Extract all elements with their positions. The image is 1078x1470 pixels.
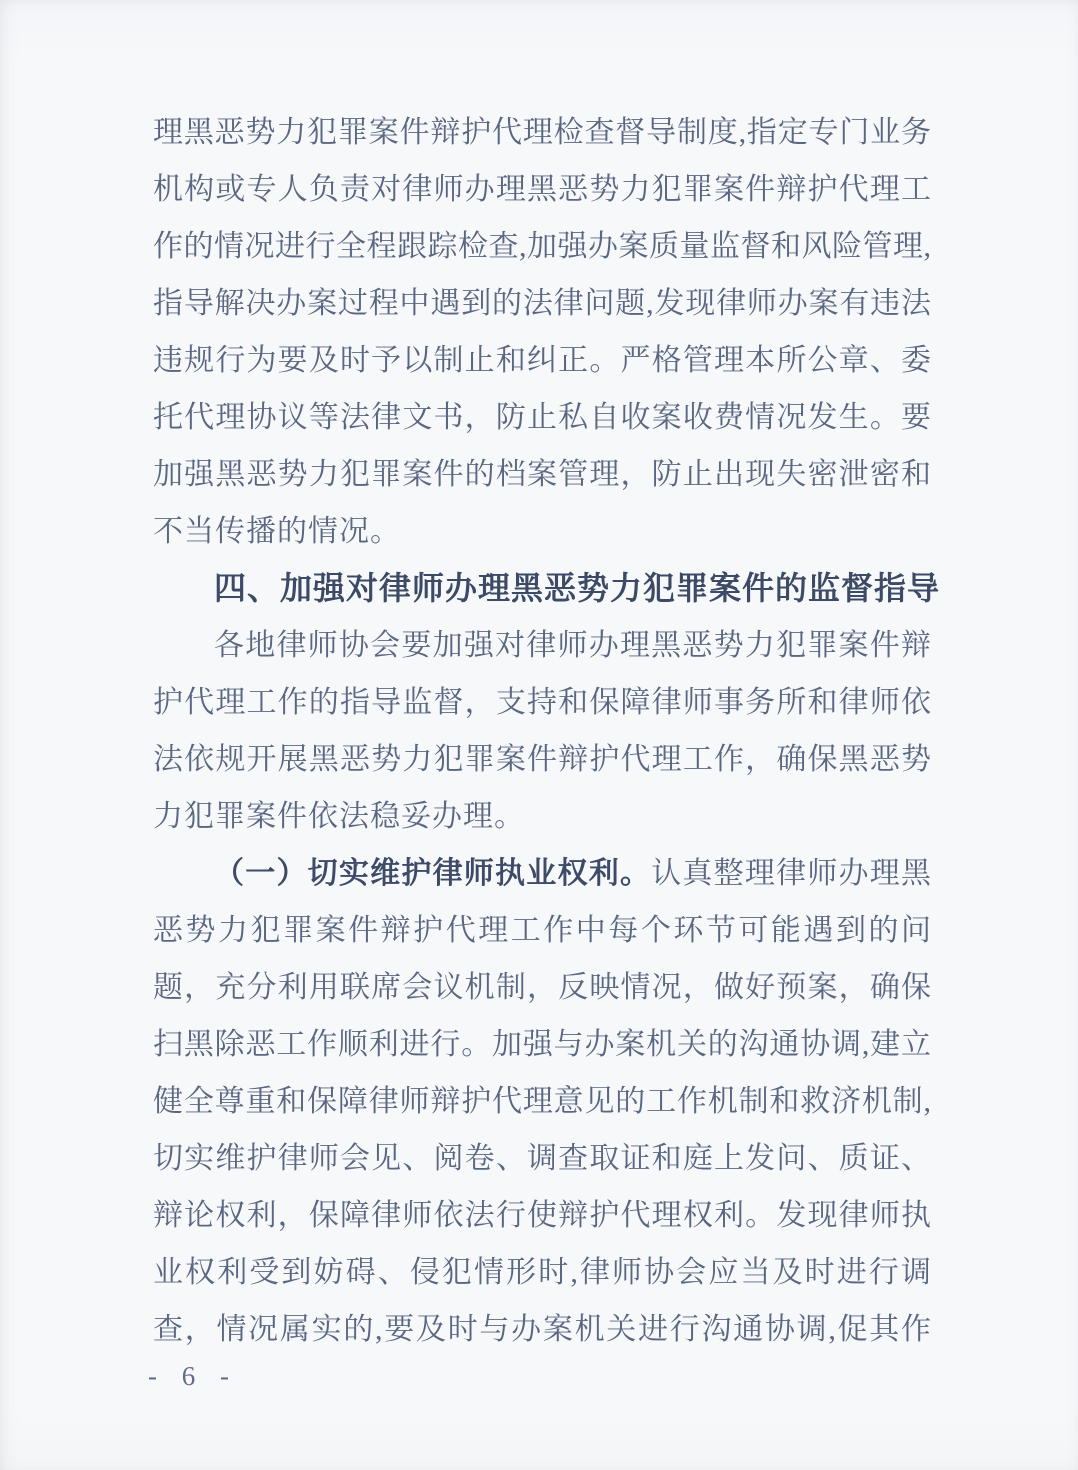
body-line: 健全尊重和保障律师辩护代理意见的工作机制和救济机制, <box>153 1085 931 1118</box>
body-line: 法依规开展黑恶势力犯罪案件辩护代理工作，确保黑恶势 <box>153 743 931 776</box>
body-text: 认真整理律师办理黑 <box>651 857 932 890</box>
body-line: 查，情况属实的,要及时与办案机关进行沟通协调,促其作 <box>153 1313 931 1346</box>
body-line: 机构或专人负责对律师办理黑恶势力犯罪案件辩护代理工 <box>153 173 931 206</box>
body-line: 力犯罪案件依法稳妥办理。 <box>153 800 525 833</box>
body-line: 辩论权利，保障律师依法行使辩护代理权利。发现律师执 <box>153 1199 931 1232</box>
body-line: 理黑恶势力犯罪案件辩护代理检查督导制度,指定专门业务 <box>153 116 931 149</box>
body-line: 护代理工作的指导监督，支持和保障律师事务所和律师依 <box>153 686 931 719</box>
body-line: 违规行为要及时予以制止和纠正。严格管理本所公章、委 <box>153 344 931 377</box>
body-line: 指导解决办案过程中遇到的法律问题,发现律师办案有违法 <box>153 287 931 320</box>
body-line: 切实维护律师会见、阅卷、调查取证和庭上发问、质证、 <box>153 1142 931 1175</box>
body-line: 作的情况进行全程跟踪检查,加强办案质量监督和风险管理, <box>153 230 931 263</box>
document-body <box>153 104 941 1358</box>
body-line: 不当传播的情况。 <box>153 515 401 548</box>
page-number: - 6 - <box>148 1361 238 1391</box>
body-line: 托代理协议等法律文书，防止私自收案收费情况发生。要 <box>153 401 931 434</box>
body-line: 题，充分利用联席会议机制，反映情况，做好预案，确保 <box>153 971 931 1004</box>
section-heading: 四、加强对律师办理黑恶势力犯罪案件的监督指导 <box>214 570 941 606</box>
body-line: 业权利受到妨碍、侵犯情形时,律师协会应当及时进行调 <box>153 1256 931 1289</box>
body-line: 加强黑恶势力犯罪案件的档案管理，防止出现失密泄密和 <box>153 458 931 491</box>
body-line: 恶势力犯罪案件辩护代理工作中每个环节可能遇到的问 <box>153 914 931 947</box>
subsection-heading: （一）切实维护律师执业权利。 <box>214 857 652 890</box>
body-line <box>153 845 931 902</box>
body-line: 各地律师协会要加强对律师办理黑恶势力犯罪案件辩 <box>214 629 931 662</box>
body-line: 扫黑除恶工作顺利进行。加强与办案机关的沟通协调,建立 <box>153 1028 931 1061</box>
